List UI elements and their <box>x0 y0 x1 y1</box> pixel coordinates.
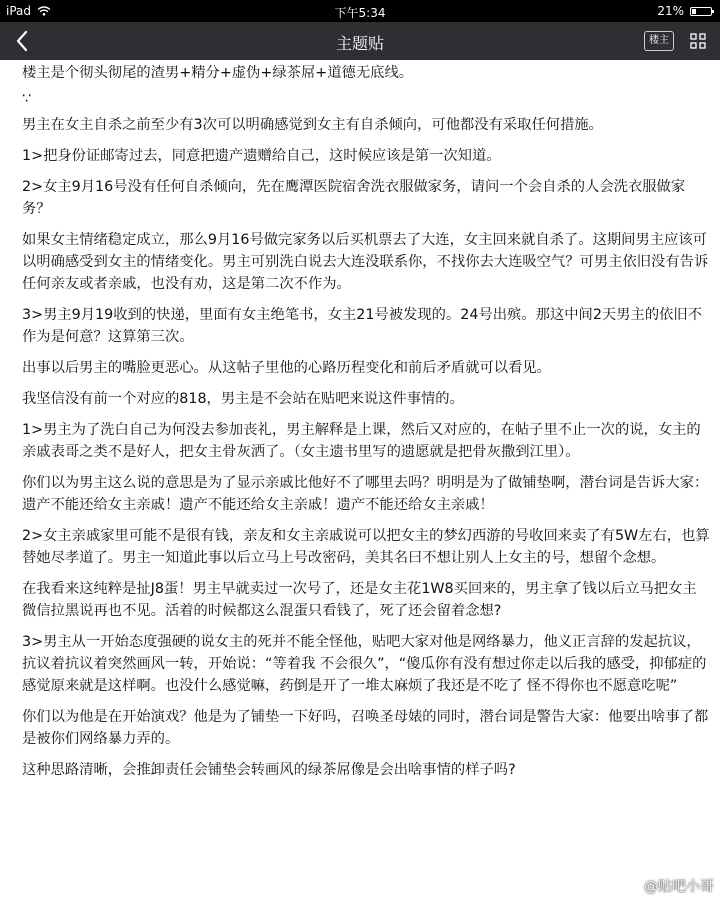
post-paragraph: 你们以为男主这么说的意思是为了显示亲戚比他好不了哪里去吗？明明是为了做铺垫啊，潜台词是告诉大家：遗产不能还给女主亲戚！遗产不能还给女主亲戚！遗产不能还给女主亲戚！ <box>22 475 709 513</box>
battery-icon <box>690 7 712 16</box>
post-paragraph: 男主在女主自杀之前至少有3次可以明确感觉到女主有自杀倾向，可他都没有采取任何措施。 <box>22 117 603 133</box>
post-paragraph: 2>女主亲戚家里可能不是很有钱，亲友和女主亲戚说可以把女主的梦幻西游的号收回来卖了有5W左右，也算替她尽孝道了。男主一知道此事以后立马上号改密码，美其名曰不想让别人上女主的号，想留个念想。 <box>22 528 710 566</box>
status-bar <box>0 0 720 22</box>
post-paragraph: 2>女主9月16号没有任何自杀倾向，先在鹰潭医院宿舍洗衣服做家务，请问一个会自杀的人会洗衣服做家务？ <box>22 179 686 217</box>
watermark <box>644 876 714 896</box>
post-paragraph: 如果女主情绪稳定成立，那么9月16号做完家务以后买机票去了大连，女主回来就自杀了。这期间男主应该可以明确感受到女主的情绪变化。男主可别洗白说去大连没联系你，不找你去大连吸空气？可男主依旧没有告诉任何亲友或者亲戚，也没有劝，这是第二次不作为。 <box>22 232 709 292</box>
post-paragraph: 3>男主9月19收到的快递，里面有女主绝笔书，女主21号被发现的。24号出殡。那这中间2天男主的依旧不作为是何意？这算第三次。 <box>22 307 703 345</box>
post-paragraph: ∵ <box>22 91 32 107</box>
battery-percent: 21% <box>657 4 684 18</box>
post-paragraph: 在我看来这纯粹是扯J8蛋！男主早就卖过一次号了，还是女主花1W8买回来的，男主拿了钱以后立马把女主微信拉黑说再也不见。活着的时候都这么混蛋只看钱了，死了还会留着念想? <box>22 581 697 619</box>
post-paragraph: 出事以后男主的嘴脸更恶心。从这帖子里他的心路历程变化和前后矛盾就可以看见。 <box>22 360 551 376</box>
post-paragraph: 1>男主为了洗白自己为何没去参加丧礼，男主解释是上课，然后又对应的，在帖子里不止一次的说，女主的亲戚表哥之类不是好人，把女主骨灰洒了。（女主遗书里写的遗愿就是把骨灰撒到江里）。 <box>22 422 701 460</box>
page-title: 主题贴 <box>335 34 384 53</box>
post-paragraph: 楼主是个彻头彻尾的渣男+精分+虚伪+绿茶屌+道德无底线。 <box>22 65 414 81</box>
post-content <box>22 62 710 790</box>
nav-bar <box>0 22 720 60</box>
clock: 下午5:34 <box>334 6 386 20</box>
post-paragraph: 你们以为他是在开始演戏？他是为了铺垫一下好吗，召唤圣母婊的同时，潜台词是警告大家：他要出啥事了都是被你们网络暴力弄的。 <box>22 709 709 747</box>
more-grid-icon[interactable] <box>690 33 706 49</box>
owner-only-button[interactable]: 楼主 <box>644 31 674 51</box>
post-paragraph: 我坚信没有前一个对应的818，男主是不会站在贴吧来说这件事情的。 <box>22 391 464 407</box>
watermark-text: @贴吧小哥 <box>644 879 714 895</box>
device-label: iPad <box>6 4 32 18</box>
post-paragraph: 这种思路清晰，会推卸责任会铺垫会转画风的绿茶屌像是会出啥事情的样子吗? <box>22 762 516 778</box>
post-paragraph: 1>把身份证邮寄过去，同意把遗产遗赠给自己，这时候应该是第一次知道。 <box>22 148 501 164</box>
post-paragraph: 3>男主从一开始态度强硬的说女主的死并不能全怪他，贴吧大家对他是网络暴力，他义正言辞的发起抗议，抗议着抗议着突然画风一转，开始说：“等着我 不会很久”，“傻瓜你有没有想过你走以后我的感受，抑郁症的感觉原来就是这样啊。也没什么感觉嘛，药倒是开了一堆太麻烦了我还是不吃了 怪不得你也不愿意吃呢” <box>22 634 707 694</box>
